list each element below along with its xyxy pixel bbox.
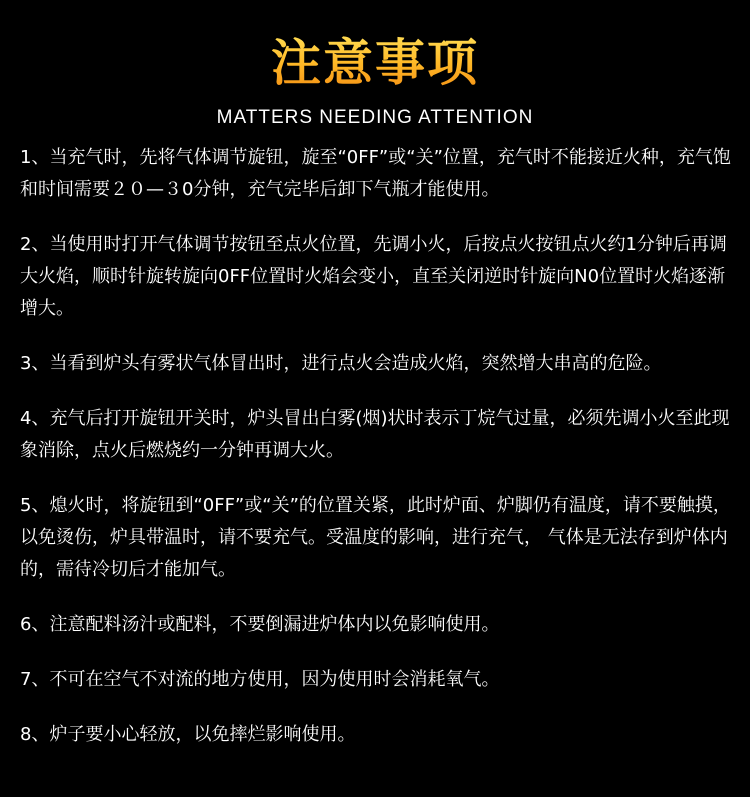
notice-item-3: 3、当看到炉头有雾状气体冒出时，进行点火会造成火焰，突然增大串高的危险。 [20, 353, 662, 374]
notice-item-4: 4、充气后打开旋钮开关时，炉头冒出白雾(烟)状时表示丁烷气过量，必须先调小火至此现象消除，点火后燃烧约一分钟再调大火。 [20, 408, 730, 461]
notice-item-5: 5、熄火时，将旋钮到“0FF”或“关”的位置关紧，此时炉面、炉脚仍有温度，请不要触摸，以免烫伤，炉具带温时，请不要充气。受温度的影响，进行充气， 气体是无法存到炉体内的，需待冷切后才能加气。 [20, 495, 731, 580]
notice-item-2: 2、当使用时打开气体调节按钮至点火位置，先调小火，后按点火按钮点火约1分钟后再调大火焰，顺时针旋转旋向0FF位置时火焰会变小，直至关闭逆时针旋向N0位置时火焰逐渐增大。 [20, 234, 727, 319]
page-subtitle: MATTERS NEEDING ATTENTION [216, 107, 534, 128]
notice-item-1: 1、当充气时，先将气体调节旋钮，旋至“0FF”或“关”位置，充气时不能接近火种，充气饱和时间需要２０—３0分钟，充气完毕后卸下气瓶才能使用。 [20, 147, 731, 200]
notice-item-7: 7、不可在空气不对流的地方使用，因为使用时会消耗氧气。 [20, 669, 500, 690]
notice-list [20, 142, 732, 774]
notice-item-6: 6、注意配料汤汁或配料，不要倒漏进炉体内以免影响使用。 [20, 614, 500, 635]
notice-item-8: 8、炉子要小心轻放，以免摔烂影响使用。 [20, 724, 356, 745]
page-title: 注意事项 [0, 30, 750, 96]
